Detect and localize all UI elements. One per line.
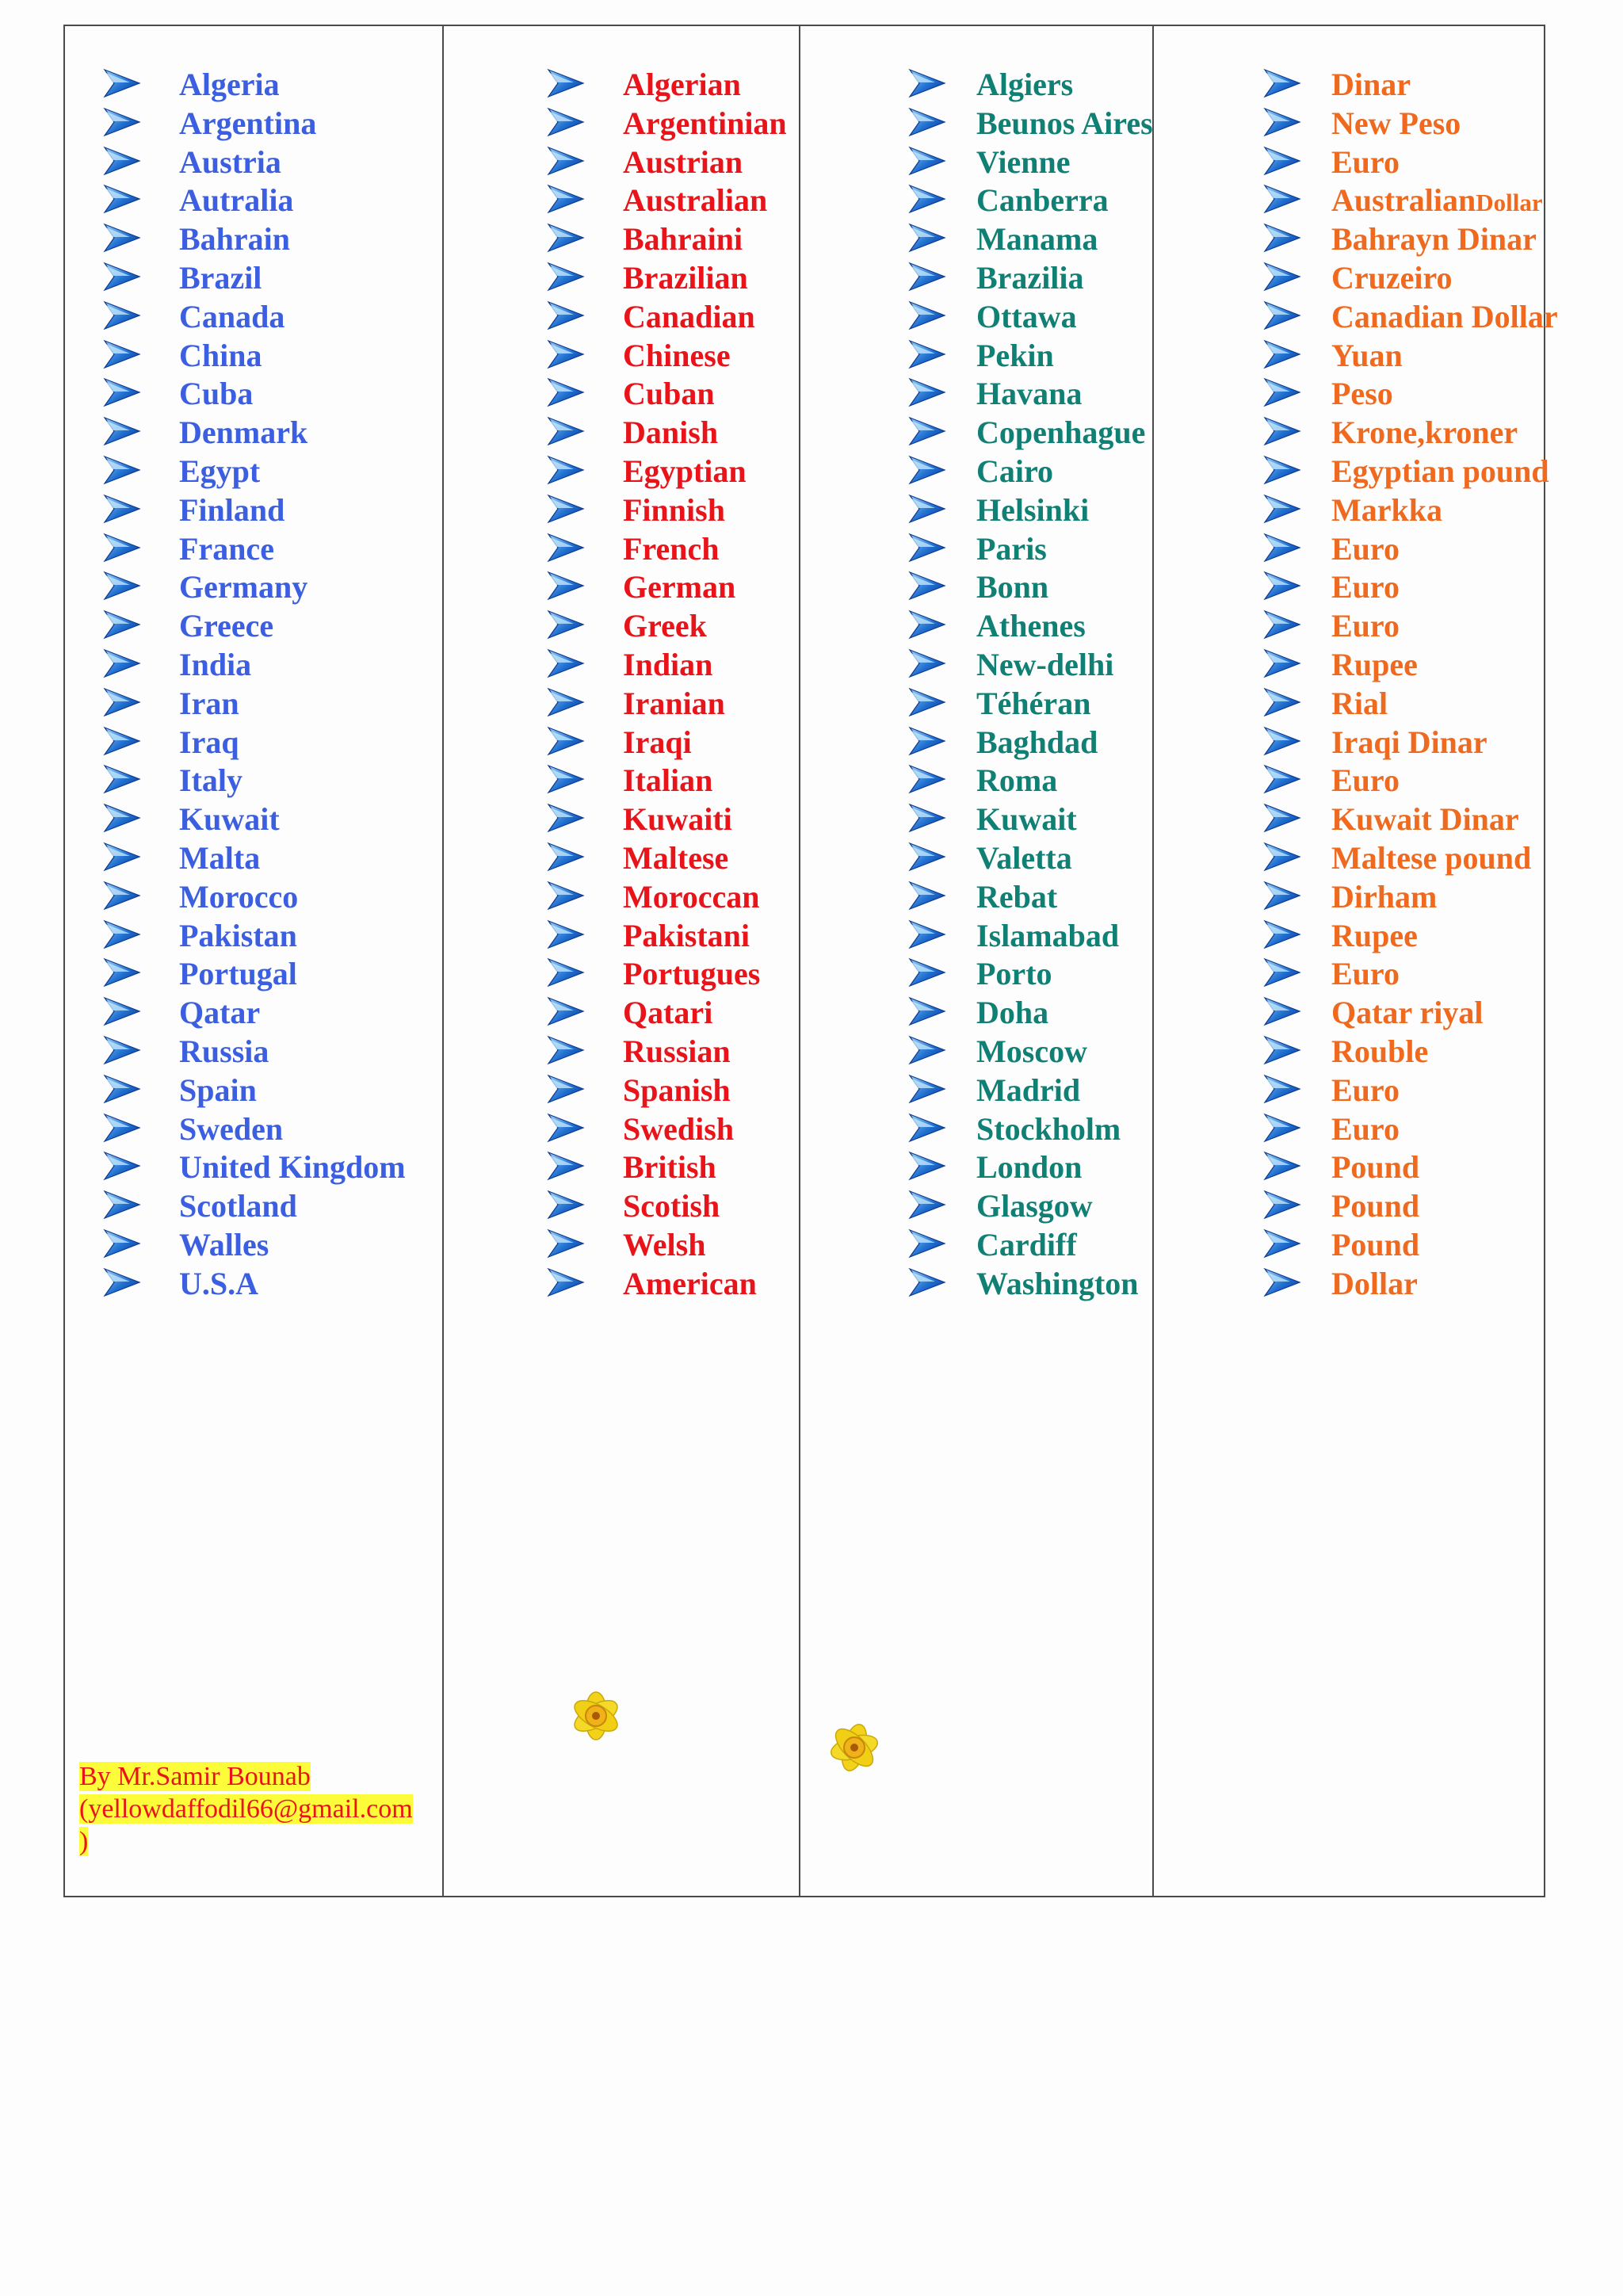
arrowhead-bullet-icon	[1263, 1267, 1301, 1297]
arrowhead-bullet-icon	[1263, 223, 1301, 253]
arrowhead-bullet-icon	[547, 1267, 585, 1297]
nationalities-label: Russian	[623, 1033, 731, 1069]
daffodil-flower-icon	[812, 1706, 897, 1786]
capitals-label: Cardiff	[976, 1226, 1077, 1263]
nationalities-column	[442, 26, 800, 1896]
currencies-label: Dinar	[1331, 67, 1411, 102]
arrowhead-bullet-icon	[1263, 842, 1301, 872]
arrowhead-bullet-icon	[908, 764, 946, 794]
arrowhead-bullet-icon	[1263, 726, 1301, 756]
arrowhead-bullet-icon	[103, 648, 141, 678]
countries-column	[65, 26, 442, 1896]
arrowhead-bullet-icon	[547, 957, 585, 988]
currencies-label: Euro	[1331, 762, 1400, 799]
arrowhead-bullet-icon	[103, 1228, 141, 1259]
currencies-label: Dollar	[1331, 1265, 1418, 1301]
arrowhead-bullet-icon	[908, 609, 946, 640]
nationalities-label: American	[623, 1265, 757, 1301]
capitals-label: Athenes	[976, 608, 1086, 644]
nationalities-label: Italian	[623, 762, 713, 799]
arrowhead-bullet-icon	[547, 996, 585, 1026]
arrowhead-bullet-icon	[103, 996, 141, 1026]
arrowhead-bullet-icon	[1263, 919, 1301, 949]
arrowhead-bullet-icon	[547, 339, 585, 369]
arrowhead-bullet-icon	[1263, 571, 1301, 601]
arrowhead-bullet-icon	[908, 571, 946, 601]
arrowhead-bullet-icon	[1263, 416, 1301, 446]
arrowhead-bullet-icon	[547, 1190, 585, 1220]
capitals-label: Islamabad	[976, 917, 1120, 953]
arrowhead-bullet-icon	[908, 68, 946, 98]
currencies-label: Rupee	[1331, 917, 1418, 953]
arrowhead-bullet-icon	[1263, 687, 1301, 717]
arrowhead-bullet-icon	[547, 377, 585, 407]
arrowhead-bullet-icon	[1263, 339, 1301, 369]
arrowhead-bullet-icon	[547, 494, 585, 524]
arrowhead-bullet-icon	[103, 803, 141, 833]
capitals-label: Brazilia	[976, 259, 1084, 296]
arrowhead-bullet-icon	[547, 1151, 585, 1181]
currencies-label: AustralianDollar	[1331, 182, 1543, 219]
arrowhead-bullet-icon	[103, 1267, 141, 1297]
countries-label: Spain	[179, 1072, 257, 1108]
arrowhead-bullet-icon	[547, 184, 585, 214]
arrowhead-bullet-icon	[908, 996, 946, 1026]
currencies-label: Euro	[1331, 1072, 1400, 1108]
nationalities-label: Welsh	[623, 1226, 706, 1263]
capitals-label: New-delhi	[976, 646, 1114, 682]
countries-label: Kuwait	[179, 801, 280, 838]
currencies-label: Euro	[1331, 143, 1400, 180]
arrowhead-bullet-icon	[547, 571, 585, 601]
arrowhead-bullet-icon	[908, 107, 946, 137]
vocabulary-table	[63, 25, 1558, 1897]
capitals-label: Algiers	[976, 67, 1074, 102]
arrowhead-bullet-icon	[547, 533, 585, 563]
arrowhead-bullet-icon	[547, 146, 585, 176]
capitals-label: Copenhague	[976, 415, 1146, 451]
arrowhead-bullet-icon	[1263, 1190, 1301, 1220]
arrowhead-bullet-icon	[103, 68, 141, 98]
arrowhead-bullet-icon	[547, 609, 585, 640]
arrowhead-bullet-icon	[908, 377, 946, 407]
nationalities-label: Iraqi	[623, 724, 692, 760]
capitals-label: Madrid	[976, 1072, 1081, 1108]
countries-label: Egypt	[179, 453, 261, 489]
arrowhead-bullet-icon	[1263, 609, 1301, 640]
arrowhead-bullet-icon	[1263, 377, 1301, 407]
nationalities-label: Portugues	[623, 956, 761, 992]
arrowhead-bullet-icon	[103, 416, 141, 446]
nationalities-label: Scotish	[623, 1188, 720, 1224]
arrowhead-bullet-icon	[908, 726, 946, 756]
countries-label: Russia	[179, 1033, 269, 1069]
arrowhead-bullet-icon	[103, 609, 141, 640]
arrowhead-bullet-icon	[103, 726, 141, 756]
arrowhead-bullet-icon	[1263, 146, 1301, 176]
arrowhead-bullet-icon	[1263, 803, 1301, 833]
nationalities-label: Iranian	[623, 685, 725, 721]
nationalities-label: Finnish	[623, 491, 725, 528]
arrowhead-bullet-icon	[908, 1035, 946, 1065]
arrowhead-bullet-icon	[547, 300, 585, 330]
countries-label: Greece	[179, 608, 274, 644]
arrowhead-bullet-icon	[1263, 1228, 1301, 1259]
arrowhead-bullet-icon	[103, 262, 141, 292]
arrowhead-bullet-icon	[103, 1151, 141, 1181]
arrowhead-bullet-icon	[908, 223, 946, 253]
capitals-label: Paris	[976, 530, 1047, 567]
arrowhead-bullet-icon	[547, 919, 585, 949]
currencies-label: Rupee	[1331, 646, 1418, 682]
arrowhead-bullet-icon	[1263, 107, 1301, 137]
arrowhead-bullet-icon	[103, 687, 141, 717]
arrowhead-bullet-icon	[103, 1190, 141, 1220]
arrowhead-bullet-icon	[908, 1074, 946, 1104]
nationalities-label: French	[623, 530, 720, 567]
currencies-label: Dirham	[1331, 878, 1438, 915]
nationalities-label: German	[623, 569, 736, 606]
capitals-label: Stockholm	[976, 1110, 1121, 1147]
nationalities-label: Brazilian	[623, 259, 748, 296]
currencies-label: Yuan	[1331, 337, 1403, 373]
arrowhead-bullet-icon	[908, 146, 946, 176]
arrowhead-bullet-icon	[1263, 533, 1301, 563]
arrowhead-bullet-icon	[103, 377, 141, 407]
countries-label: Italy	[179, 762, 242, 799]
currencies-label: Pound	[1331, 1149, 1420, 1186]
arrowhead-bullet-icon	[103, 300, 141, 330]
arrowhead-bullet-icon	[1263, 1113, 1301, 1143]
nationalities-label: Swedish	[623, 1110, 735, 1147]
arrowhead-bullet-icon	[103, 1113, 141, 1143]
capitals-label: Téhéran	[976, 685, 1091, 721]
arrowhead-bullet-icon	[547, 764, 585, 794]
capitals-label: Moscow	[976, 1033, 1087, 1069]
currencies-label: Rouble	[1331, 1033, 1429, 1069]
credit-line-1: By Mr.Samir Bounab	[79, 1762, 311, 1791]
nationalities-label: Egyptian	[623, 453, 747, 489]
credit-line-2: (yellowdaffodil66@gmail.com	[79, 1794, 413, 1824]
currencies-label: Euro	[1331, 569, 1400, 606]
nationalities-label: Canadian	[623, 298, 755, 334]
countries-label: Pakistan	[179, 917, 297, 953]
nationalities-label: Kuwaiti	[623, 801, 732, 838]
credit-line-3: )	[79, 1827, 89, 1856]
capitals-label: Washington	[976, 1265, 1139, 1301]
arrowhead-bullet-icon	[547, 416, 585, 446]
arrowhead-bullet-icon	[103, 764, 141, 794]
arrowhead-bullet-icon	[103, 107, 141, 137]
nationalities-label: British	[623, 1149, 716, 1186]
capitals-label: Kuwait	[976, 801, 1077, 838]
countries-label: India	[179, 646, 252, 682]
capitals-label: Valetta	[976, 839, 1072, 876]
countries-label: Autralia	[179, 182, 294, 219]
capitals-label: Pekin	[976, 337, 1054, 373]
arrowhead-bullet-icon	[547, 687, 585, 717]
countries-label: Qatar	[179, 995, 261, 1031]
arrowhead-bullet-icon	[1263, 455, 1301, 485]
arrowhead-bullet-icon	[908, 184, 946, 214]
currencies-label: Rial	[1331, 685, 1388, 721]
arrowhead-bullet-icon	[103, 842, 141, 872]
nationalities-label: Pakistani	[623, 917, 750, 953]
nationalities-label: Greek	[623, 608, 707, 644]
arrowhead-bullet-icon	[103, 184, 141, 214]
currencies-label: Kuwait Dinar	[1331, 801, 1519, 838]
arrowhead-bullet-icon	[908, 1113, 946, 1143]
capitals-label: Cairo	[976, 453, 1054, 489]
arrowhead-bullet-icon	[547, 68, 585, 98]
currencies-label: Iraqi Dinar	[1331, 724, 1487, 760]
capitals-label: London	[976, 1149, 1083, 1186]
arrowhead-bullet-icon	[908, 957, 946, 988]
nationalities-label: Moroccan	[623, 878, 760, 915]
arrowhead-bullet-icon	[1263, 1151, 1301, 1181]
capitals-label: Doha	[976, 995, 1049, 1031]
nationalities-label: Australian	[623, 182, 768, 219]
countries-label: Germany	[179, 569, 308, 606]
arrowhead-bullet-icon	[908, 1267, 946, 1297]
arrowhead-bullet-icon	[908, 1228, 946, 1259]
arrowhead-bullet-icon	[547, 262, 585, 292]
countries-label: Morocco	[179, 878, 299, 915]
arrowhead-bullet-icon	[103, 494, 141, 524]
arrowhead-bullet-icon	[547, 223, 585, 253]
capitals-label: Roma	[976, 762, 1058, 799]
countries-label: Algeria	[179, 67, 280, 102]
countries-label: Bahrain	[179, 221, 291, 258]
countries-label: Austria	[179, 143, 281, 180]
currencies-label: Pound	[1331, 1226, 1420, 1263]
arrowhead-bullet-icon	[1263, 881, 1301, 911]
capitals-label: Glasgow	[976, 1188, 1093, 1224]
countries-label: Sweden	[179, 1110, 284, 1147]
arrowhead-bullet-icon	[908, 687, 946, 717]
arrowhead-bullet-icon	[547, 1074, 585, 1104]
arrowhead-bullet-icon	[547, 107, 585, 137]
arrowhead-bullet-icon	[547, 1228, 585, 1259]
currencies-column	[1152, 26, 1558, 1896]
currencies-label: Pound	[1331, 1188, 1420, 1224]
capitals-label: Rebat	[976, 878, 1058, 915]
capitals-label: Canberra	[976, 182, 1109, 219]
capitals-label: Manama	[976, 221, 1098, 258]
currencies-label: Markka	[1331, 491, 1442, 528]
arrowhead-bullet-icon	[908, 455, 946, 485]
author-credit	[79, 1760, 428, 1858]
arrowhead-bullet-icon	[103, 1035, 141, 1065]
currencies-label: New Peso	[1331, 105, 1461, 141]
countries-label: Finland	[179, 491, 285, 528]
arrowhead-bullet-icon	[547, 881, 585, 911]
nationalities-label: Maltese	[623, 839, 729, 876]
arrowhead-bullet-icon	[908, 1190, 946, 1220]
arrowhead-bullet-icon	[908, 842, 946, 872]
currencies-label: Euro	[1331, 608, 1400, 644]
currencies-label: Cruzeiro	[1331, 259, 1453, 296]
capitals-label: Vienne	[976, 143, 1071, 180]
countries-label: France	[179, 530, 274, 567]
nationalities-label: Indian	[623, 646, 713, 682]
arrowhead-bullet-icon	[908, 803, 946, 833]
arrowhead-bullet-icon	[103, 223, 141, 253]
arrowhead-bullet-icon	[1263, 996, 1301, 1026]
currencies-label: Krone,kroner	[1331, 415, 1518, 451]
arrowhead-bullet-icon	[1263, 1035, 1301, 1065]
countries-label: Canada	[179, 298, 285, 334]
countries-label: China	[179, 337, 262, 373]
currencies-label: Peso	[1331, 376, 1393, 412]
capitals-label: Porto	[976, 956, 1052, 992]
arrowhead-bullet-icon	[1263, 764, 1301, 794]
countries-label: Iraq	[179, 724, 239, 760]
arrowhead-bullet-icon	[547, 1113, 585, 1143]
countries-label: Brazil	[179, 259, 262, 296]
countries-label: Malta	[179, 839, 261, 876]
arrowhead-bullet-icon	[547, 726, 585, 756]
countries-label: Argentina	[179, 105, 317, 141]
countries-label: Scotland	[179, 1188, 297, 1224]
currencies-label: Canadian Dollar	[1331, 298, 1558, 334]
currencies-label: Euro	[1331, 1110, 1400, 1147]
arrowhead-bullet-icon	[908, 494, 946, 524]
currencies-label: Egyptian pound	[1331, 453, 1549, 489]
arrowhead-bullet-icon	[103, 146, 141, 176]
capitals-label: Havana	[976, 376, 1083, 412]
capitals-label: Helsinki	[976, 491, 1090, 528]
arrowhead-bullet-icon	[908, 262, 946, 292]
nationalities-label: Spanish	[623, 1072, 731, 1108]
arrowhead-bullet-icon	[103, 455, 141, 485]
capitals-label: Beunos Aires	[976, 105, 1153, 141]
nationalities-label: Algerian	[623, 67, 741, 102]
arrowhead-bullet-icon	[1263, 494, 1301, 524]
currencies-label: Euro	[1331, 530, 1400, 567]
currencies-label: Maltese pound	[1331, 839, 1532, 876]
arrowhead-bullet-icon	[1263, 957, 1301, 988]
arrowhead-bullet-icon	[908, 533, 946, 563]
arrowhead-bullet-icon	[547, 455, 585, 485]
capitals-label: Baghdad	[976, 724, 1098, 760]
arrowhead-bullet-icon	[547, 648, 585, 678]
arrowhead-bullet-icon	[547, 842, 585, 872]
nationalities-label: Chinese	[623, 337, 731, 373]
countries-label: Walles	[179, 1226, 269, 1263]
capitals-label: Bonn	[976, 569, 1049, 606]
daffodil-flower-icon	[553, 1675, 639, 1754]
capitals-label: Ottawa	[976, 298, 1077, 334]
arrowhead-bullet-icon	[103, 881, 141, 911]
arrowhead-bullet-icon	[1263, 648, 1301, 678]
nationalities-label: Argentinian	[623, 105, 787, 141]
arrowhead-bullet-icon	[908, 1151, 946, 1181]
arrowhead-bullet-icon	[908, 300, 946, 330]
arrowhead-bullet-icon	[103, 533, 141, 563]
arrowhead-bullet-icon	[1263, 300, 1301, 330]
countries-label: United Kingdom	[179, 1149, 406, 1186]
arrowhead-bullet-icon	[103, 957, 141, 988]
currencies-label: Bahrayn Dinar	[1331, 221, 1537, 258]
arrowhead-bullet-icon	[1263, 184, 1301, 214]
nationalities-label: Austrian	[623, 143, 743, 180]
arrowhead-bullet-icon	[908, 339, 946, 369]
arrowhead-bullet-icon	[103, 919, 141, 949]
arrowhead-bullet-icon	[908, 919, 946, 949]
arrowhead-bullet-icon	[908, 881, 946, 911]
arrowhead-bullet-icon	[103, 1074, 141, 1104]
arrowhead-bullet-icon	[547, 1035, 585, 1065]
currencies-label: Qatar riyal	[1331, 995, 1484, 1031]
nationalities-label: Bahraini	[623, 221, 743, 258]
countries-label: Cuba	[179, 376, 254, 412]
countries-label: U.S.A	[179, 1265, 259, 1301]
arrowhead-bullet-icon	[547, 803, 585, 833]
countries-label: Iran	[179, 685, 239, 721]
currencies-label: Euro	[1331, 956, 1400, 992]
nationalities-label: Qatari	[623, 995, 713, 1031]
nationalities-label: Cuban	[623, 376, 715, 412]
arrowhead-bullet-icon	[103, 339, 141, 369]
arrowhead-bullet-icon	[1263, 1074, 1301, 1104]
nationalities-label: Danish	[623, 415, 719, 451]
capitals-column	[799, 26, 1154, 1896]
arrowhead-bullet-icon	[103, 571, 141, 601]
countries-label: Denmark	[179, 415, 308, 451]
arrowhead-bullet-icon	[1263, 68, 1301, 98]
arrowhead-bullet-icon	[1263, 262, 1301, 292]
arrowhead-bullet-icon	[908, 416, 946, 446]
arrowhead-bullet-icon	[908, 648, 946, 678]
countries-label: Portugal	[179, 956, 297, 992]
